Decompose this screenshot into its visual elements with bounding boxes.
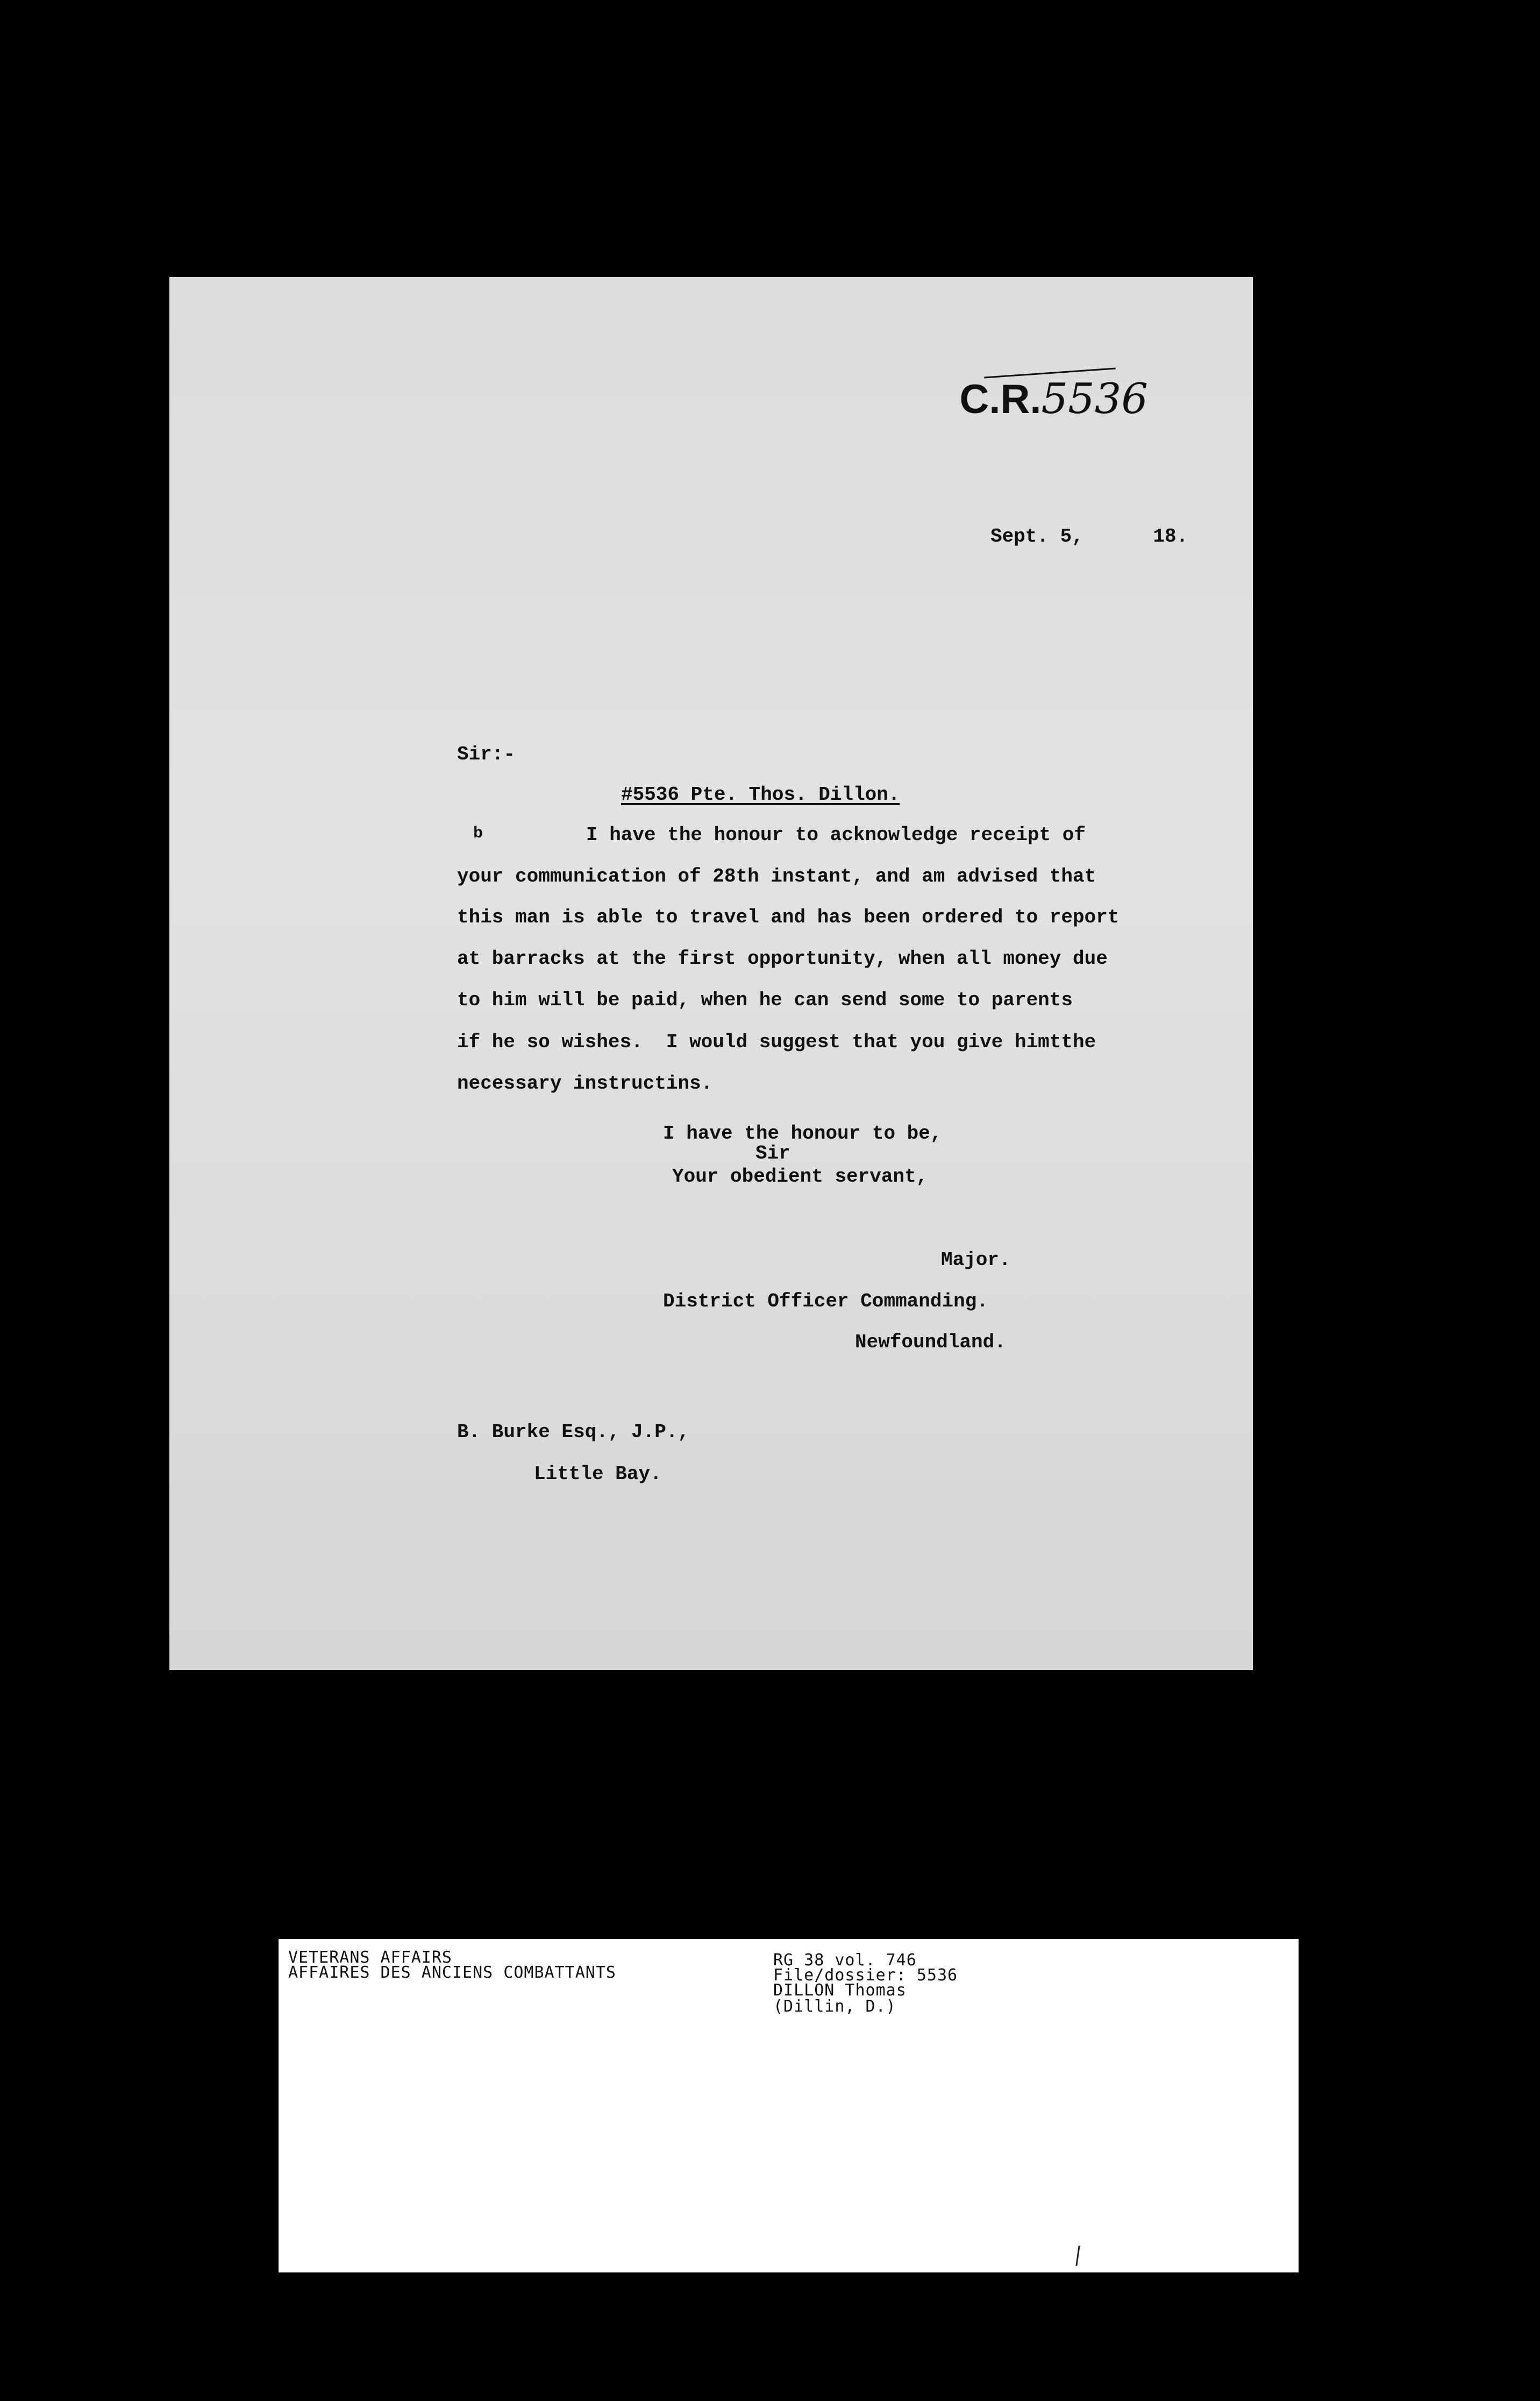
closing-line-2: Your obedient servant, [672,1166,928,1188]
archive-alias: (Dillin, D.) [773,1997,896,2016]
closing-sir: Sir [755,1142,790,1164]
signature-office: District Officer Commanding. [663,1290,988,1312]
addressee-name: B. Burke Esq., J.P., [457,1421,690,1443]
margin-mark: b [473,825,483,843]
body-line-3: this man is able to travel and has been ordered to report [457,906,1120,928]
salutation: Sir:- [457,743,516,765]
body-line-5: to him will be paid, when he can send some to parents [457,989,1073,1011]
body-line-4: at barracks at the first opportunity, when all money due [457,948,1108,970]
card-scratch-mark [1075,2246,1080,2266]
file-stamp-printed: C.R. [959,377,1042,422]
archive-dept-fr: AFFAIRES DES ANCIENS COMBATTANTS [288,1963,616,1982]
archive-name: DILLON Thomas [773,1981,907,2000]
subject-line: #5536 Pte. Thos. Dillon. [621,784,900,806]
archive-dept-en: VETERANS AFFAIRS [288,1948,452,1967]
addressee-place: Little Bay. [534,1463,662,1485]
closing-line-1: I have the honour to be, [663,1123,942,1145]
archive-file-number: File/dossier: 5536 [773,1966,958,1985]
body-line-7: necessary instructins. [457,1072,713,1095]
body-line-6: if he so wishes. I would suggest that you give himtthe [457,1031,1096,1053]
letter-date: Sept. 5, 18. [990,525,1188,548]
archive-label-card [279,1939,1299,2272]
signature-title: Major. [941,1249,1011,1271]
body-line-1: I have the honour to acknowledge receipt of [586,824,1086,846]
file-stamp-handwritten: 5536 [1041,375,1148,423]
body-line-2: your communication of 28th instant, and am advised that [457,865,1096,887]
file-reference-stamp [914,328,1148,517]
signature-place: Newfoundland. [855,1331,1006,1353]
archive-record-group: RG 38 vol. 746 [773,1951,917,1970]
letter-page [169,277,1253,1670]
